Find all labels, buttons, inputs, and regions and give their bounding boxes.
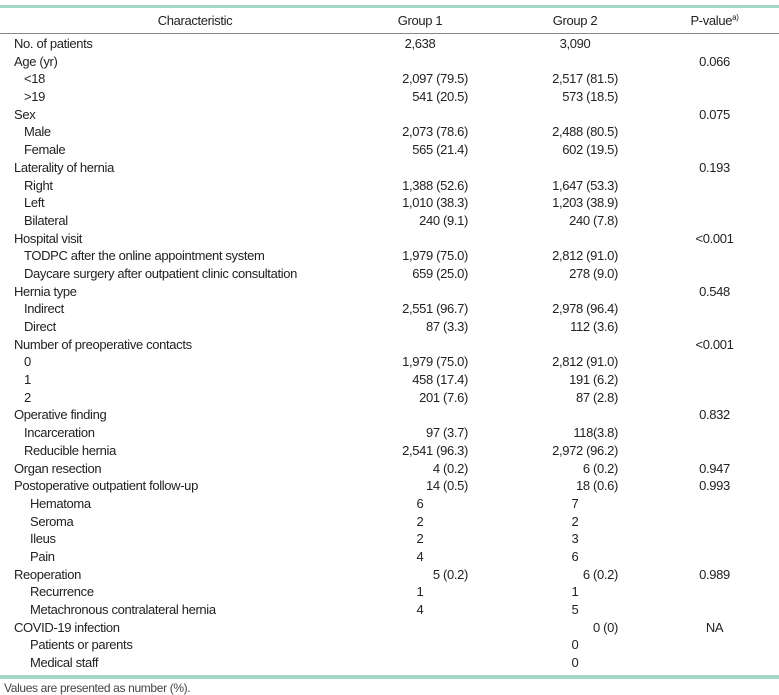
table-row — [0, 460, 779, 478]
group1-value: 541 (20.5) — [412, 89, 468, 105]
group1-value: 4 (0.2) — [432, 460, 468, 476]
group2-value: 3 — [571, 531, 579, 547]
pvalue — [650, 389, 779, 407]
table-row — [0, 283, 779, 301]
group2-value: 3,090 — [559, 36, 591, 51]
pvalue: 0.993 — [699, 478, 730, 494]
group2-value: 6 (0.2) — [582, 460, 618, 476]
table-row — [0, 123, 779, 141]
table-row — [0, 495, 779, 513]
pvalue — [650, 318, 779, 336]
group1-value: 458 (17.4) — [412, 372, 468, 388]
row-label: Hospital visit — [14, 230, 83, 246]
header-group1: Group 1 — [397, 13, 443, 28]
header-pvalue — [650, 13, 779, 28]
row-label: TODPC after the online appointment system — [24, 248, 265, 264]
group1-value — [340, 406, 500, 424]
pvalue — [650, 353, 779, 371]
pvalue — [650, 513, 779, 531]
row-label: Hematoma — [30, 495, 91, 511]
group1-value — [340, 283, 500, 301]
row-label: >19 — [24, 89, 46, 105]
table-row — [0, 371, 779, 389]
row-label: 0 — [24, 354, 31, 370]
group2-value — [500, 406, 650, 424]
header-characteristic: Characteristic — [157, 13, 233, 28]
table-footnote: Values are presented as number (%). — [4, 681, 191, 695]
group1-value: 2,638 — [404, 36, 436, 51]
group1-value: 2,097 (79.5) — [402, 71, 468, 87]
group1-value: 4 — [416, 602, 424, 617]
table-row — [0, 230, 779, 248]
pvalue: <0.001 — [695, 230, 734, 246]
pvalue — [650, 636, 779, 654]
table-row — [0, 177, 779, 195]
pvalue — [650, 123, 779, 141]
group2-value: 112 (3.6) — [570, 319, 618, 334]
row-label: Right — [24, 177, 53, 193]
row-label: Laterality of hernia — [14, 159, 114, 175]
group2-value: 6 (0.2) — [582, 566, 618, 582]
row-label: Medical staff — [30, 655, 99, 671]
group2-value: 1,647 (53.3) — [552, 177, 618, 193]
row-label: Pain — [30, 548, 55, 564]
table-row — [0, 566, 779, 584]
group2-value — [500, 53, 650, 71]
row-label: Left — [24, 195, 45, 211]
table-row — [0, 300, 779, 318]
pvalue: <0.001 — [695, 336, 734, 352]
table-row — [0, 265, 779, 283]
group1-value: 87 (3.3) — [425, 319, 468, 334]
group2-value: 7 — [571, 495, 579, 511]
table-row — [0, 247, 779, 265]
group2-value: 1 — [571, 584, 579, 600]
row-label: Female — [24, 142, 66, 158]
row-label: Patients or parents — [30, 637, 133, 653]
pvalue — [650, 601, 779, 619]
row-label: Bilateral — [24, 212, 68, 228]
pvalue — [650, 371, 779, 389]
row-label: Metachronous contralateral hernia — [30, 602, 216, 617]
pvalue: 0.066 — [699, 53, 730, 69]
table-row — [0, 424, 779, 442]
group1-value: 659 (25.0) — [412, 265, 468, 281]
table-header — [0, 8, 779, 34]
table-row — [0, 88, 779, 106]
group2-value: 6 — [571, 548, 579, 564]
row-label: COVID-19 infection — [14, 619, 120, 635]
table-row — [0, 513, 779, 531]
pvalue — [650, 654, 779, 672]
table-row — [0, 654, 779, 672]
group2-value: 240 (7.8) — [569, 212, 618, 228]
pvalue — [650, 194, 779, 212]
group1-value: 4 — [416, 548, 424, 564]
pvalue — [650, 141, 779, 159]
group1-value: 1,979 (75.0) — [402, 248, 468, 264]
group2-value: 2,517 (81.5) — [552, 71, 618, 87]
row-label: Sex — [14, 106, 36, 122]
row-label: 2 — [24, 389, 31, 405]
group2-value: 2 — [571, 513, 579, 529]
row-label: Incarceration — [24, 425, 95, 441]
group2-value: 2,812 (91.0) — [552, 354, 618, 370]
group1-value: 2 — [416, 513, 424, 529]
pvalue: 0.193 — [699, 159, 730, 175]
group2-value: 573 (18.5) — [562, 89, 618, 105]
row-label: Male — [24, 124, 51, 140]
table-row — [0, 194, 779, 212]
pvalue: NA — [705, 619, 724, 635]
row-label: Ileus — [30, 531, 56, 547]
group1-value: 1,388 (52.6) — [402, 177, 468, 193]
pvalue: 0.548 — [699, 283, 730, 299]
group2-value: 0 — [571, 655, 579, 671]
group2-value: 0 (0) — [593, 619, 618, 635]
pvalue — [650, 88, 779, 106]
pvalue — [650, 212, 779, 230]
row-label: Reducible hernia — [24, 442, 116, 458]
table-bottom-rule — [0, 675, 779, 679]
table-row — [0, 159, 779, 177]
row-label: No. of patients — [14, 36, 93, 51]
pvalue — [650, 495, 779, 513]
row-label: Number of preoperative contacts — [14, 336, 192, 352]
table-row — [0, 583, 779, 601]
pvalue: 0.947 — [699, 460, 730, 476]
table-row — [0, 353, 779, 371]
group1-value: 1,979 (75.0) — [402, 354, 468, 370]
table-row — [0, 35, 779, 53]
pvalue — [650, 530, 779, 548]
group2-value — [500, 336, 650, 354]
group1-value — [340, 619, 500, 637]
table-row — [0, 548, 779, 566]
row-label: Operative finding — [14, 407, 107, 423]
table-row — [0, 212, 779, 230]
pvalue: 0.989 — [699, 566, 730, 582]
group1-value: 2,541 (96.3) — [402, 442, 468, 458]
group1-value — [340, 654, 500, 672]
pvalue — [650, 583, 779, 601]
pvalue — [650, 548, 779, 566]
table-row — [0, 530, 779, 548]
group1-value: 201 (7.6) — [419, 389, 468, 405]
row-label: Hernia type — [14, 283, 77, 299]
pvalue — [650, 265, 779, 283]
row-label: Indirect — [24, 301, 64, 317]
group1-value — [340, 230, 500, 248]
group1-value: 97 (3.7) — [425, 425, 468, 441]
row-label: Direct — [24, 319, 56, 334]
group1-value — [340, 636, 500, 654]
table-row — [0, 477, 779, 495]
table-row — [0, 636, 779, 654]
group1-value: 14 (0.5) — [425, 478, 468, 494]
group2-value: 2,812 (91.0) — [552, 248, 618, 264]
group2-value: 0 — [571, 637, 579, 653]
group1-value: 2,551 (96.7) — [402, 301, 468, 317]
table-row — [0, 141, 779, 159]
group1-value: 1,010 (38.3) — [402, 195, 468, 211]
group2-value: 18 (0.6) — [575, 478, 618, 494]
row-label: Seroma — [30, 513, 74, 529]
group2-value: 2,978 (96.4) — [552, 301, 618, 317]
row-label: Postoperative outpatient follow-up — [14, 478, 198, 494]
row-label: Reoperation — [14, 566, 81, 582]
table-row — [0, 389, 779, 407]
header-pvalue-label: P-value — [690, 13, 733, 28]
pvalue: 0.075 — [699, 106, 730, 122]
group1-value: 6 — [416, 495, 424, 511]
group2-value — [500, 283, 650, 301]
table-row — [0, 406, 779, 424]
table-row — [0, 53, 779, 71]
group1-value: 565 (21.4) — [412, 142, 468, 158]
header-group2: Group 2 — [552, 13, 598, 28]
group2-value: 2,972 (96.2) — [552, 442, 618, 458]
group1-value: 2,073 (78.6) — [402, 124, 468, 140]
group2-value: 2,488 (80.5) — [552, 124, 618, 140]
group1-value: 1 — [416, 584, 424, 600]
pvalue — [650, 442, 779, 460]
row-label: <18 — [24, 71, 46, 87]
row-label: Recurrence — [30, 584, 94, 600]
table-row — [0, 601, 779, 619]
table-row — [0, 619, 779, 637]
row-label: Age (yr) — [14, 53, 58, 69]
group2-value: 602 (19.5) — [562, 142, 618, 158]
group2-value: 191 (6.2) — [569, 372, 618, 388]
group2-value — [500, 230, 650, 248]
pvalue — [650, 70, 779, 88]
group2-value: 87 (2.8) — [575, 389, 618, 405]
pvalue — [650, 300, 779, 318]
table-body — [0, 35, 779, 672]
header-pvalue-footnote-mark: a) — [732, 13, 739, 22]
pvalue — [650, 247, 779, 265]
group2-value — [500, 159, 650, 177]
table-row — [0, 70, 779, 88]
pvalue: 0.832 — [699, 407, 730, 423]
group2-value: 118(3.8) — [573, 425, 618, 441]
group1-value — [340, 159, 500, 177]
pvalue — [650, 424, 779, 442]
table-row — [0, 318, 779, 336]
group2-value: 5 — [571, 602, 579, 617]
group2-value: 278 (9.0) — [569, 265, 618, 281]
group1-value — [340, 106, 500, 124]
group1-value: 5 (0.2) — [432, 566, 468, 582]
row-label: 1 — [24, 372, 31, 388]
row-label: Daycare surgery after outpatient clinic consultation — [24, 265, 298, 281]
pvalue — [650, 35, 779, 53]
table-row — [0, 106, 779, 124]
group1-value: 240 (9.1) — [419, 212, 468, 228]
group1-value — [340, 336, 500, 354]
table-row — [0, 442, 779, 460]
row-label: Organ resection — [14, 460, 102, 476]
group1-value: 2 — [416, 531, 424, 547]
table-row — [0, 336, 779, 354]
group2-value — [500, 106, 650, 124]
pvalue — [650, 177, 779, 195]
group1-value — [340, 53, 500, 71]
group2-value: 1,203 (38.9) — [552, 195, 618, 211]
